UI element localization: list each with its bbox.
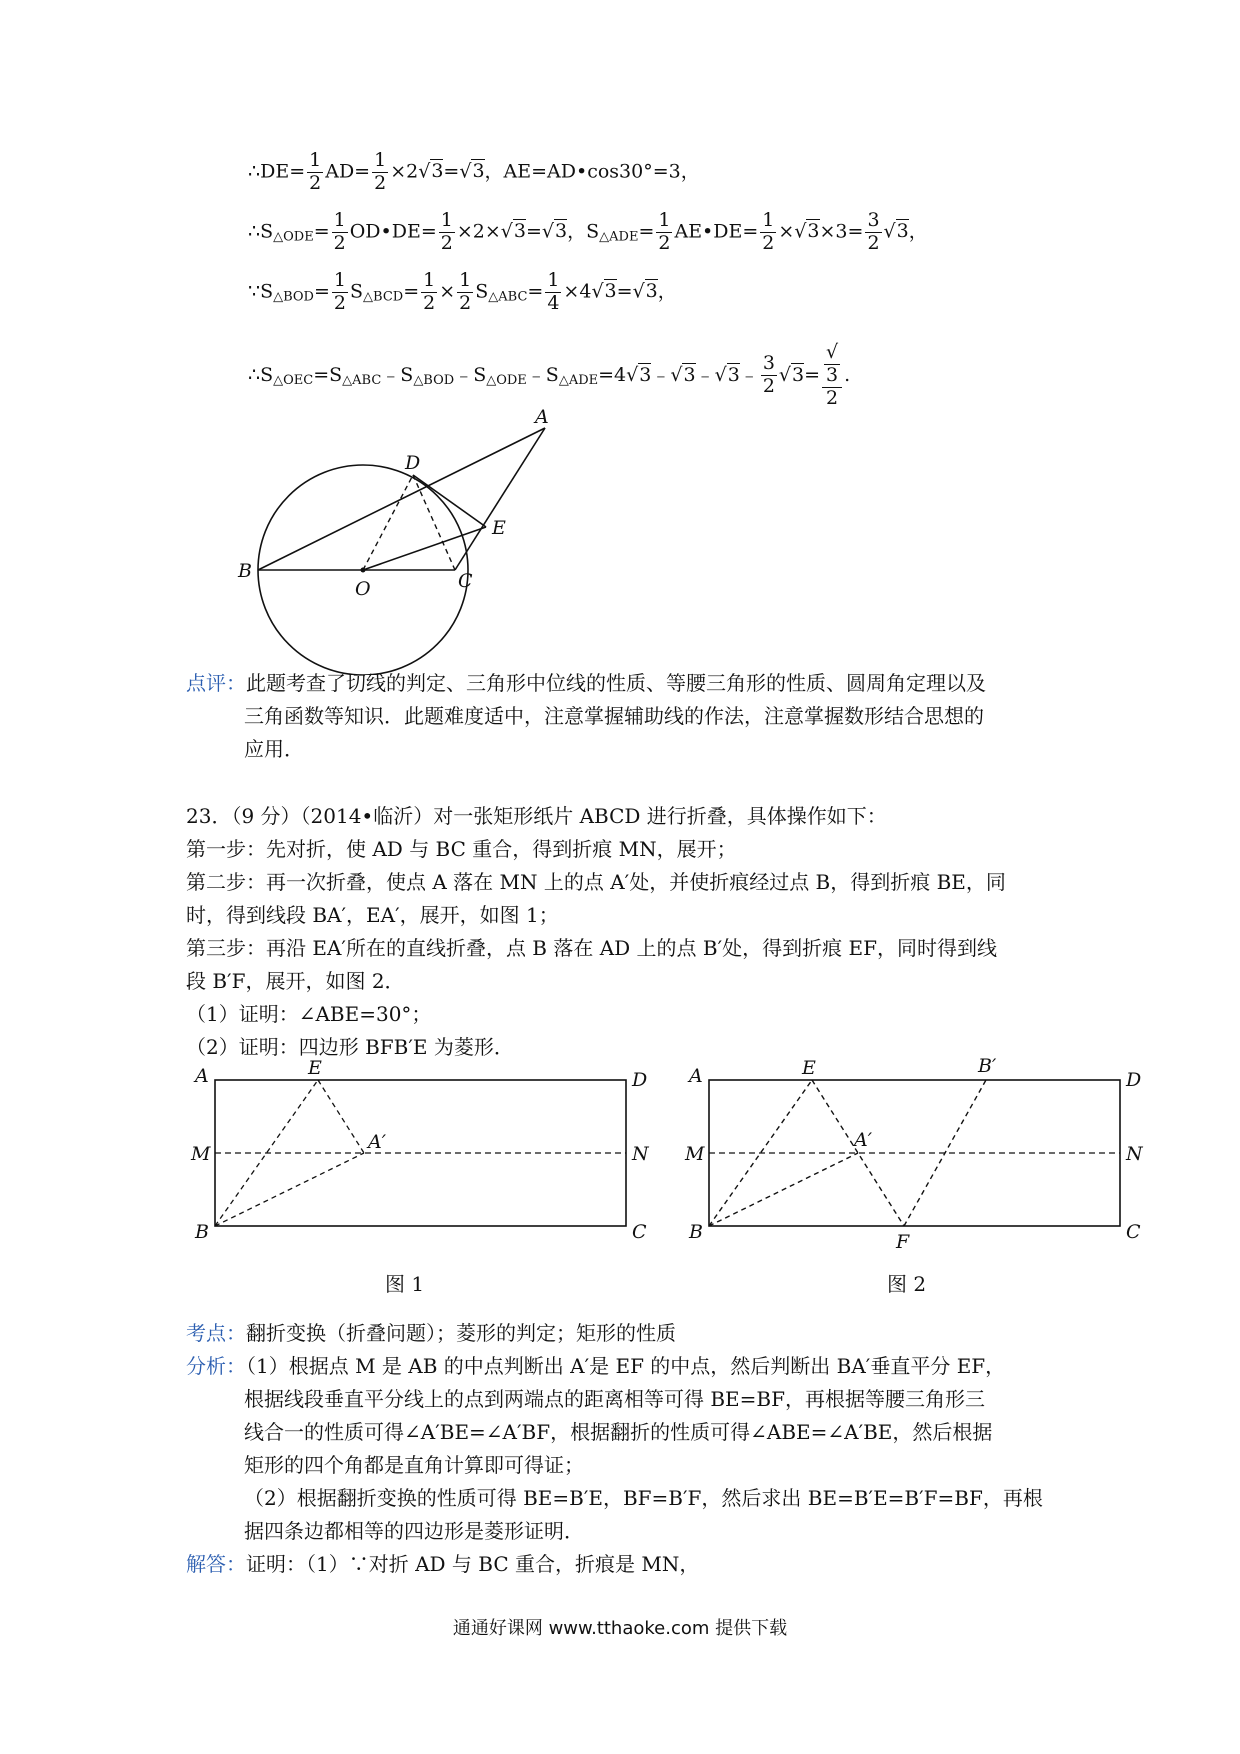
kaodian-text: 翻折变换（折叠问题）；菱形的判定；矩形的性质 [246,1321,676,1345]
fig2-label-f: F [896,1231,910,1253]
label-c: C [458,570,473,592]
problem-line-2: 第一步：先对折，使 AD 与 BC 重合，得到折痕 MN，展开； [186,837,737,861]
problem-line-7: （1）证明：∠ABE=30°； [186,1002,432,1026]
math-line-3: $\because S_{\triangle BOD}=$ $\frac{1}{2}$ $S_{\triangle BCD}=$ $\frac{1}{2}$ × $\frac{1}{2}$ $S_{\triangle ABC}=$ $\frac{1}{4}$ ×4√3=√3， [248,269,677,314]
review-line-1: 此题考查了切线的判定、三角形中位线的性质、等腰三角形的性质、圆周角定理以及 [246,671,986,695]
fenxi-label: 分析： [186,1354,246,1378]
fenxi-line-5: （2）根据翻折变换的性质可得 BE=B′E，BF=B′F，然后求出 BE=B′E=B′F=BF，再根 [244,1486,1043,1510]
segment-ba-prime-1 [215,1153,364,1226]
fenxi-line-3: 线合一的性质可得∠A′BE=∠A′BF，根据翻折的性质可得∠ABE=∠A′BE，然后根据 [244,1420,993,1444]
problem-line-3: 第二步：再一次折叠，使点 A 落在 MN 上的点 A′处，并使折痕经过点 B，得到折痕 BE，同 [186,870,1006,894]
fig2-label-n: N [1126,1143,1143,1165]
fenxi-line-4: 矩形的四个角都是直角计算即可得证； [244,1453,584,1477]
fig1-label-b: B [195,1221,209,1243]
fenxi-line-6: 据四条边都相等的四边形是菱形证明． [244,1519,584,1543]
fig1-label-d: D [632,1069,648,1091]
jieda-label: 解答： [186,1552,246,1576]
segment-ba [258,428,545,570]
review-block [186,667,986,766]
segment-ba-prime-2 [709,1153,858,1226]
fig2-label-b-prime: B′ [978,1056,997,1077]
footer-text: 通通好课网 www.tthaoke.com 提供下载 [452,1618,788,1639]
math-line-1: ∴DE= $\frac{1}{2}$ AD= $\frac{1}{2}$ ×2√3=√3，AE=AD•cos30°=3， [248,149,700,194]
problem-line-8: （2）证明：四边形 BFB′E 为菱形． [186,1035,514,1059]
fig1-label-c: C [632,1221,647,1243]
fig1-label-e: E [308,1057,322,1079]
label-o: O [355,578,371,600]
segment-ea-prime-1 [318,1080,364,1153]
segment-ca [455,428,545,570]
problem-line-1: 23．（9 分）（2014•临沂）对一张矩形纸片 ABCD 进行折叠，具体操作如下： [186,804,887,828]
math-line-4: $\therefore S_{\triangle OEC}=S_{\triangle ABC}﹣S_{\triangle BOD}﹣S_{\triangle ODE}﹣S_{\triangle ADE}=4√3﹣√3﹣√3﹣$ $\frac{3}{2}$ √3= √ 3 2 . [248,341,851,409]
math-line-2: $\therefore S_{\triangle ODE}=$ $\frac{1}{2}$ OD•DE= $\frac{1}{2}$ ×2×√3=√3，$S_{\triangle ADE}=$ $\frac{1}{2}$ AE•DE= $\frac{1}{2}$ ×√3×3= $\frac{3}{2}$ √3， [248,209,928,254]
problem-block [186,800,1006,1064]
fenxi-line-1: （1）根据点 M 是 AB 的中点判断出 A′是 EF 的中点，然后判断出 BA′垂直平分 EF， [246,1354,1006,1378]
review-line-3: 应用． [244,737,304,761]
kaodian-label: 考点： [186,1321,246,1345]
label-b: B [238,560,252,582]
label-a: A [535,406,549,428]
label-e: E [492,517,506,539]
fig2-label-b: B [689,1221,703,1243]
fenxi-block [186,1350,1043,1548]
figure-2 [680,1056,1150,1256]
fig1-label-a-prime: A′ [368,1131,387,1153]
fig1-label-m: M [191,1143,211,1165]
fenxi-line-2: 根据线段垂直平分线上的点到两端点的距离相等可得 BE=BF，再根据等腰三角形三 [244,1387,985,1411]
review-line-2: 三角函数等知识．此题难度适中，注意掌握辅助线的作法，注意掌握数形结合思想的 [244,704,984,728]
circle-figure [230,405,570,675]
fig2-label-c: C [1126,1221,1141,1243]
problem-line-5: 第三步：再沿 EA′所在的直线折叠，点 B 落在 AD 上的点 B′处，得到折痕 EF，同时得到线 [186,936,997,960]
fig2-label-a-prime: A′ [854,1129,873,1151]
figure-1 [186,1056,656,1256]
problem-line-6: 段 B′F，展开，如图 2． [186,969,405,993]
jieda-block [186,1548,699,1581]
figure-1-caption: 图 1 [385,1272,425,1296]
figure-2-caption: 图 2 [887,1272,927,1296]
label-d: D [405,452,421,474]
fig2-label-m: M [685,1143,705,1165]
fig2-label-d: D [1126,1069,1142,1091]
problem-line-4: 时，得到线段 BA′，EA′，展开，如图 1； [186,903,559,927]
jieda-text: 证明：（1）∵对折 AD 与 BC 重合，折痕是 MN， [246,1552,700,1576]
kaodian-block [186,1317,676,1350]
point-o [361,568,366,573]
fig2-label-a: A [689,1065,703,1087]
fig1-label-n: N [632,1143,649,1165]
fig1-label-a: A [195,1065,209,1087]
fig2-label-e: E [802,1057,816,1079]
review-label: 点评： [186,671,246,695]
